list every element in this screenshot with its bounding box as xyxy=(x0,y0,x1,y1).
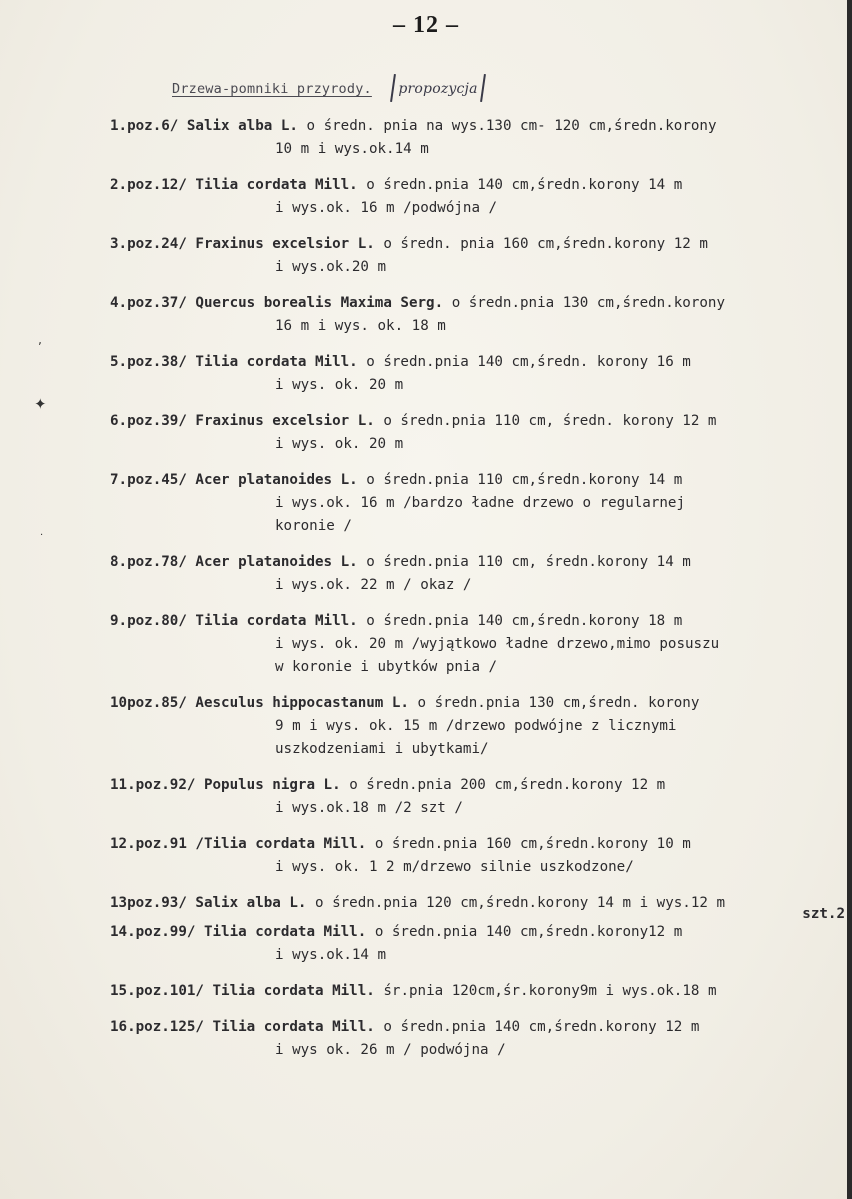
entry-description: o średn.pnia 140 cm,średn.korony 12 m xyxy=(383,1019,700,1035)
entry-continuation: i wys. ok. 20 m xyxy=(275,436,404,452)
entry-number: 13poz.93/ xyxy=(110,895,187,911)
entry-description: śr.pnia 120cm,śr.korony9m i wys.ok.18 m xyxy=(383,983,717,999)
entry-number: 4.poz.37/ xyxy=(110,295,187,311)
entry-description: o średn.pnia 130 cm,średn.korony xyxy=(451,295,726,311)
species-name: Tilia cordata Mill. xyxy=(195,613,358,629)
entry-number: 16.poz.125/ xyxy=(110,1019,204,1035)
entry-number: 11.poz.92/ xyxy=(110,777,196,793)
entry-first-line xyxy=(110,774,852,797)
species-name: Fraxinus excelsior L. xyxy=(195,413,375,429)
entry-description: o średn.pnia 130 cm,średn. korony xyxy=(417,695,700,711)
tree-list xyxy=(110,115,852,1075)
list-item xyxy=(110,410,852,456)
list-item xyxy=(110,351,852,397)
entry-continuation: 16 m i wys. ok. 18 m xyxy=(275,318,446,334)
species-name: Acer platanoides L. xyxy=(195,554,358,570)
species-name: /Tilia cordata Mill. xyxy=(195,836,367,852)
entry-description: o średn.pnia 120 cm,średn.korony 14 m i wys.12 m xyxy=(315,895,726,911)
note-bracket-left xyxy=(390,74,395,102)
entry-number: 7.poz.45/ xyxy=(110,472,187,488)
entry-continuation: i wys.ok.14 m xyxy=(275,947,387,963)
entry-continuation: i wys.ok.18 m /2 szt / xyxy=(275,800,463,816)
entry-number: 6.poz.39/ xyxy=(110,413,187,429)
note-bracket-right xyxy=(480,74,485,102)
entry-first-line xyxy=(110,610,852,633)
list-item xyxy=(110,1016,852,1062)
list-item xyxy=(110,551,852,597)
entry-description: o średn.pnia 140 cm,średn.korony 18 m xyxy=(366,613,683,629)
margin-mark-icon: ✦ xyxy=(34,395,47,413)
margin-mark-icon: ʼ xyxy=(38,340,42,354)
entry-number: 1.poz.6/ xyxy=(110,118,179,134)
entry-continuation: i wys. ok. 1 2 m/drzewo silnie uszkodzone/ xyxy=(275,859,634,875)
handwritten-note-text: propozycja xyxy=(398,81,478,97)
entry-description: o średn.pnia 140 cm,średn.korony 14 m xyxy=(366,177,683,193)
entry-first-line xyxy=(110,1016,852,1039)
entry-number: 3.poz.24/ xyxy=(110,236,187,252)
entry-number: 2.poz.12/ xyxy=(110,177,187,193)
entry-continuation: i wys.ok. 22 m / okaz / xyxy=(275,577,472,593)
list-item xyxy=(110,469,852,538)
list-item xyxy=(110,610,852,679)
page-number: – 12 – xyxy=(393,12,459,38)
species-name: Aesculus hippocastanum L. xyxy=(195,695,409,711)
entry-number: 5.poz.38/ xyxy=(110,354,187,370)
list-item xyxy=(110,692,852,761)
entry-continuation: i wys ok. 26 m / podwójna / xyxy=(275,1042,506,1058)
species-name: Tilia cordata Mill. xyxy=(212,983,375,999)
species-name: Tilia cordata Mill. xyxy=(195,177,358,193)
list-item xyxy=(110,115,852,161)
list-item xyxy=(110,892,852,921)
species-name: Tilia cordata Mill. xyxy=(212,1019,375,1035)
entry-description: o średn.pnia 110 cm, średn.korony 14 m xyxy=(366,554,691,570)
entry-first-line xyxy=(110,980,852,1003)
entry-continuation: w koronie i ubytków pnia / xyxy=(275,659,498,675)
entry-continuation: uszkodzeniami i ubytkami/ xyxy=(275,741,489,757)
entry-description: o średn. pnia 160 cm,średn.korony 12 m xyxy=(383,236,708,252)
entry-description: o średn.pnia 160 cm,średn.korony 10 m xyxy=(374,836,691,852)
entry-number: 15.poz.101/ xyxy=(110,983,204,999)
entry-first-line xyxy=(110,115,852,138)
species-name: Salix alba L. xyxy=(186,118,298,134)
entry-number: 9.poz.80/ xyxy=(110,613,187,629)
entry-description: o średn.pnia 200 cm,średn.korony 12 m xyxy=(349,777,666,793)
entry-description: o średn.pnia 140 cm,średn. korony 16 m xyxy=(366,354,691,370)
entry-description: o średn.pnia 140 cm,średn.korony12 m xyxy=(374,924,683,940)
list-item xyxy=(110,921,852,967)
entry-first-line xyxy=(110,469,852,492)
entry-number: 8.poz.78/ xyxy=(110,554,187,570)
entry-first-line xyxy=(110,233,852,256)
entry-continuation: 9 m i wys. ok. 15 m /drzewo podwójne z licznymi xyxy=(275,718,677,734)
entry-continuation: i wys.ok. 16 m /bardzo ładne drzewo o regularnej xyxy=(275,495,685,511)
entry-first-line xyxy=(110,174,852,197)
entry-number: 12.poz.91 xyxy=(110,836,187,852)
entry-description: o średn.pnia 110 cm, średn. korony 12 m xyxy=(383,413,717,429)
entry-continuation: i wys. ok. 20 m /wyjątkowo ładne drzewo,mimo posuszu xyxy=(275,636,720,652)
entry-continuation: szt.2 xyxy=(802,906,845,922)
species-name: Populus nigra L. xyxy=(203,777,341,793)
entry-continuation: i wys.ok. 16 m /podwójna / xyxy=(275,200,498,216)
entry-first-line xyxy=(110,833,852,856)
entry-first-line xyxy=(110,921,852,944)
species-name: Salix alba L. xyxy=(195,895,307,911)
entry-continuation: koronie / xyxy=(275,518,352,534)
entry-first-line xyxy=(110,292,852,315)
list-item xyxy=(110,174,852,220)
list-item xyxy=(110,774,852,820)
list-item xyxy=(110,980,852,1003)
margin-mark-icon: · xyxy=(40,530,44,541)
species-name: Tilia cordata Mill. xyxy=(195,354,358,370)
list-item xyxy=(110,292,852,338)
species-name: Tilia cordata Mill. xyxy=(203,924,367,940)
section-heading xyxy=(172,74,484,102)
entry-first-line xyxy=(110,351,852,374)
species-name: Acer platanoides L. xyxy=(195,472,358,488)
entry-continuation: i wys. ok. 20 m xyxy=(275,377,404,393)
entry-first-line xyxy=(110,551,852,574)
entry-number: 14.poz.99/ xyxy=(110,924,196,940)
heading-title: Drzewa-pomniki przyrody. xyxy=(172,81,372,97)
entry-description: o średn. pnia na wys.130 cm- 120 cm,średn.korony xyxy=(306,118,717,134)
species-name: Quercus borealis Maxima Serg. xyxy=(195,295,444,311)
entry-continuation: i wys.ok.20 m xyxy=(275,259,387,275)
species-name: Fraxinus excelsior L. xyxy=(195,236,375,252)
entry-continuation: 10 m i wys.ok.14 m xyxy=(275,141,429,157)
entry-first-line xyxy=(110,692,852,715)
entry-description: o średn.pnia 110 cm,średn.korony 14 m xyxy=(366,472,683,488)
list-item xyxy=(110,233,852,279)
entry-first-line xyxy=(110,410,852,433)
list-item xyxy=(110,833,852,879)
entry-number: 10poz.85/ xyxy=(110,695,187,711)
handwritten-note xyxy=(392,81,484,97)
